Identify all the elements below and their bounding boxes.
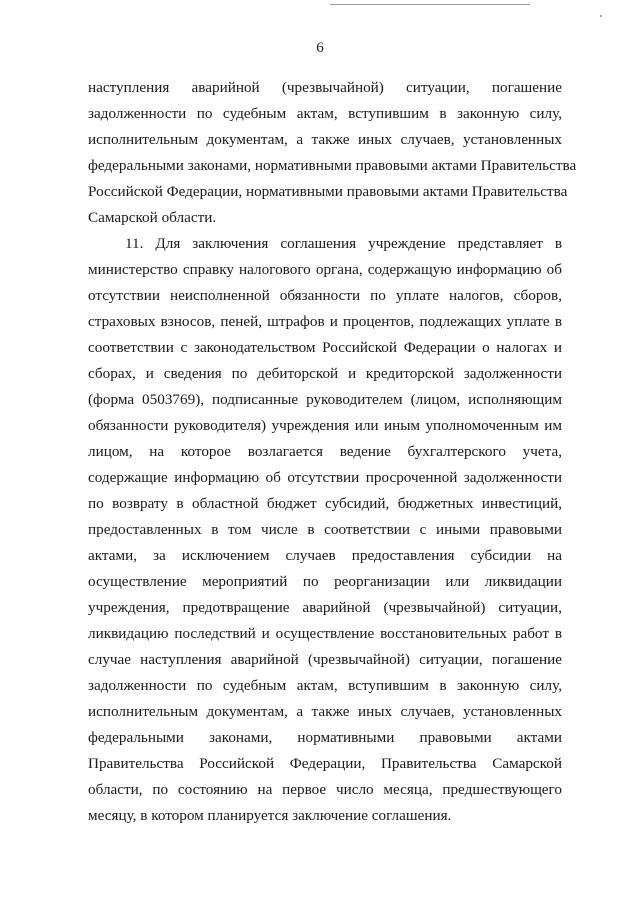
paragraph-2-line-22: области, по состоянию на первое число месяца, предшествующего	[88, 781, 562, 798]
paragraph-2-line-17: случае наступления аварийной (чрезвычайной) ситуации, погашение	[88, 651, 562, 668]
paragraph-2-line-1: 11. Для заключения соглашения учреждение представляет в	[125, 235, 562, 252]
paragraph-2-line-19: исполнительным документам, а также иных случаев, установленных	[88, 703, 562, 720]
paragraph-1-line-2: задолженности по судебным актам, вступившим в законную силу,	[88, 105, 562, 122]
paragraph-1-line-3: исполнительным документам, а также иных случаев, установленных	[88, 131, 562, 148]
paragraph-1-line-5: Российской Федерации, нормативными правовыми актами Правительства	[88, 183, 568, 200]
paragraph-2-line-10: содержащие информацию об отсутствии просроченной задолженности	[88, 469, 562, 486]
paragraph-2-line-11: по возврату в областной бюджет субсидий, бюджетных инвестиций,	[88, 495, 562, 512]
paragraph-2-line-21: Правительства Российской Федерации, Правительства Самарской	[88, 755, 562, 772]
paragraph-2-line-9: лицом, на которое возлагается ведение бухгалтерского учета,	[88, 443, 562, 460]
paragraph-2-line-16: ликвидацию последствий и осуществление восстановительных работ в	[88, 625, 562, 642]
paragraph-2-line-6: сборах, и сведения по дебиторской и кредиторской задолженности	[88, 365, 562, 382]
scan-artifact-top-line	[330, 4, 530, 5]
paragraph-2-line-2: министерство справку налогового органа, содержащую информацию об	[88, 261, 562, 278]
paragraph-2-line-13: актами, за исключением случаев предоставления субсидии на	[88, 547, 562, 564]
page-number: 6	[316, 40, 324, 56]
paragraph-2-line-8: обязанности руководителя) учреждения или иным уполномоченным им	[88, 417, 562, 434]
paragraph-1-line-1: наступления аварийной (чрезвычайной) ситуации, погашение	[88, 79, 562, 96]
paragraph-2-line-15: учреждения, предотвращение аварийной (чрезвычайной) ситуации,	[88, 599, 562, 616]
paragraph-2-line-7: (форма 0503769), подписанные руководителем (лицом, исполняющим	[88, 391, 562, 408]
paragraph-2-line-20: федеральными законами, нормативными правовыми актами	[88, 729, 562, 746]
paragraph-2-line-12: предоставленных в том числе в соответствии с иными правовыми	[88, 521, 562, 538]
paragraph-2-line-18: задолженности по судебным актам, вступившим в законную силу,	[88, 677, 562, 694]
paragraph-2-line-5: соответствии с законодательством Российской Федерации о налогах и	[88, 339, 562, 356]
paragraph-1-line-6: Самарской области.	[88, 209, 217, 226]
paragraph-2-line-3: отсутствии неисполненной обязанности по уплате налогов, сборов,	[88, 287, 562, 304]
paragraph-2-line-14: осуществление мероприятий по реорганизации или ликвидации	[88, 573, 562, 590]
scan-artifact-dot	[600, 15, 602, 17]
paragraph-2-line-4: страховых взносов, пеней, штрафов и процентов, подлежащих уплате в	[88, 313, 562, 330]
paragraph-1-line-4: федеральными законами, нормативными правовыми актами Правительства	[88, 157, 577, 174]
paragraph-2-line-23: месяцу, в котором планируется заключение соглашения.	[88, 807, 452, 824]
